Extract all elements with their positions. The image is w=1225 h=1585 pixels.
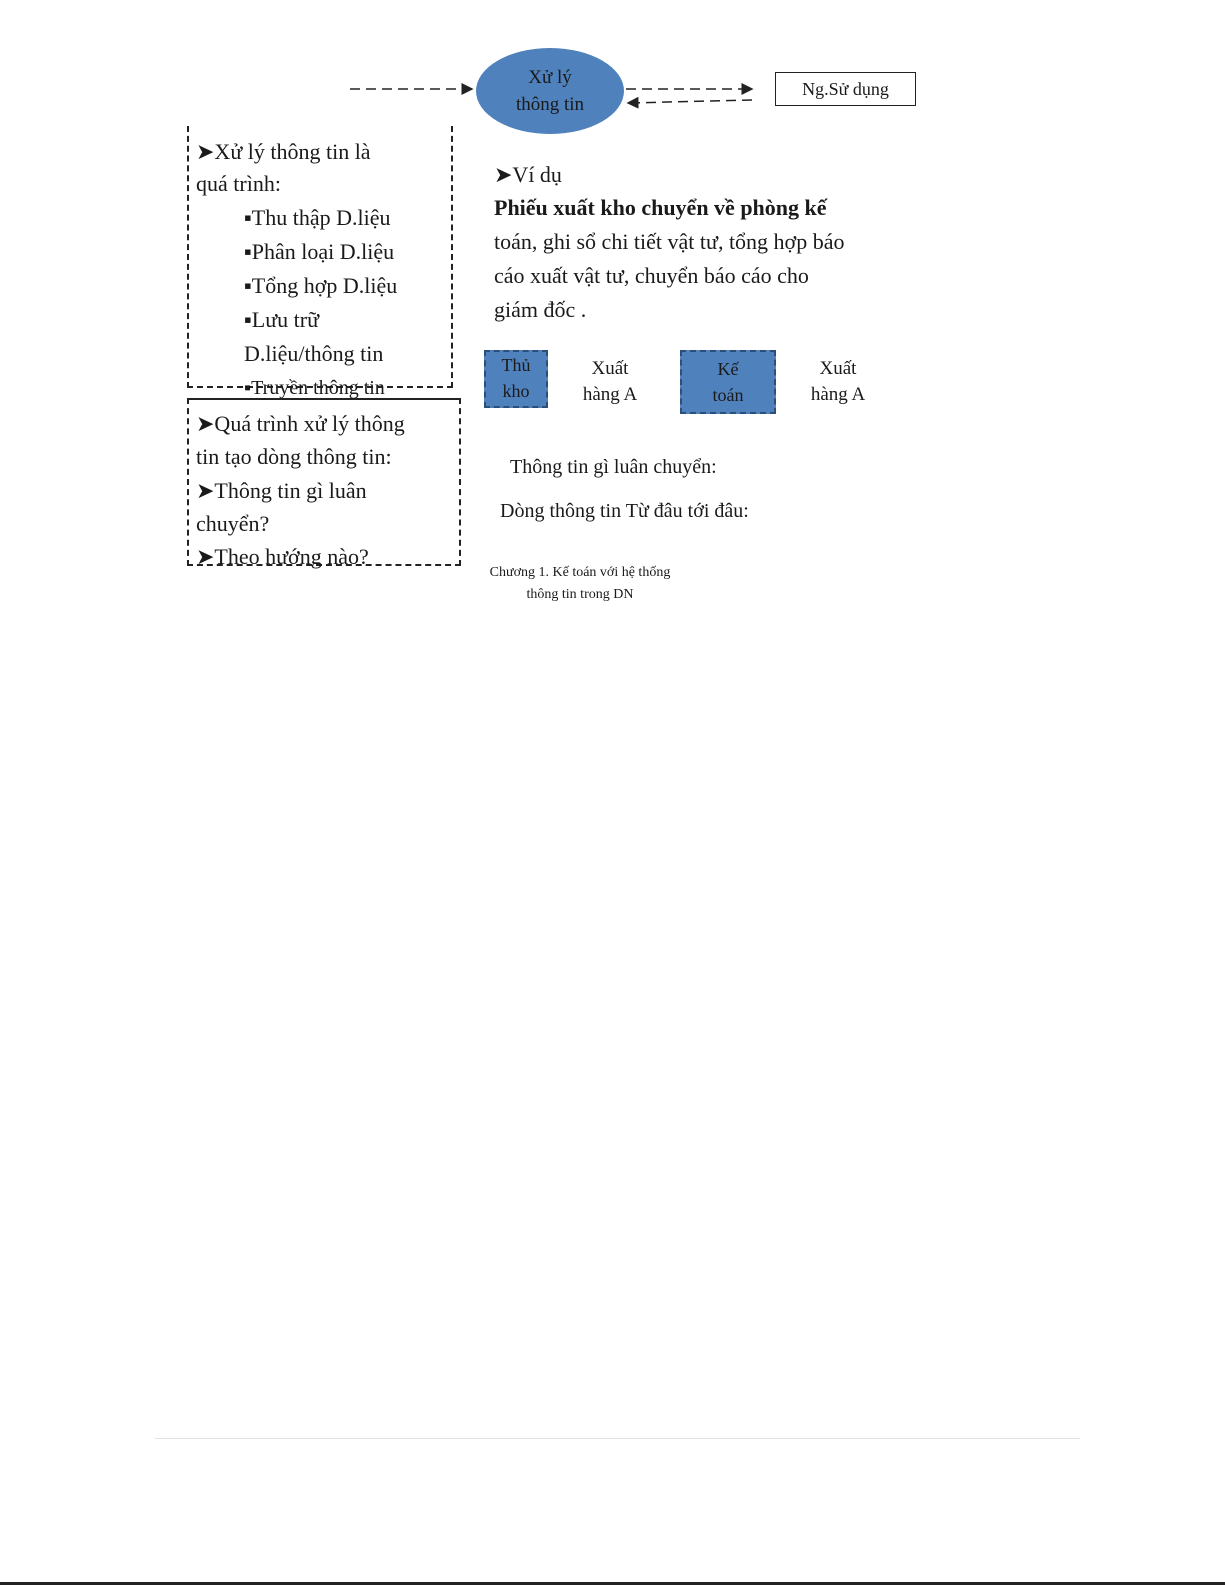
note-line: Thông tin gì luân chuyển: [510,456,717,478]
feedback-arrow [628,100,752,103]
flow-node-warehouse-line2: kho [502,381,530,401]
note-line: Dòng thông tin Từ đâu tới đâu: [500,500,749,522]
example-line: toán, ghi sổ chi tiết vật tư, tổng hợp báo [494,229,845,254]
example-line: Phiếu xuất kho chuyển về phòng kế [494,195,827,220]
flow-node-accounting-line1: Kế [717,359,739,379]
definition-item: ▪Lưu trữ [244,307,320,332]
flow-label-1-line2: hàng A [582,384,638,405]
flow-label-2 [796,356,880,408]
user-node: Ng.Sử dụng [775,72,916,106]
question-line: tin tạo dòng thông tin: [196,444,392,469]
question-line: ➤Theo hướng nào? [196,544,369,569]
flow-node-accounting [680,350,776,414]
definition-item: D.liệu/thông tin [244,341,384,366]
example-line: giám đốc . [494,297,587,322]
definition-item: ▪Thu thập D.liệu [244,205,391,230]
question-line: ➤Thông tin gì luân [196,478,367,503]
question-line: chuyển? [196,511,270,536]
process-node-line1: Xử lý [528,67,572,88]
question-line: ➤Quá trình xử lý thông [196,411,405,436]
flow-label-1 [568,356,652,408]
chapter-caption [430,562,730,606]
example-line: cáo xuất vật tư, chuyển báo cáo cho [494,263,809,288]
flow-label-1-line1: Xuất [591,358,629,379]
definition-item: ▪Tổng hợp D.liệu [244,273,398,298]
flow-node-warehouse [484,350,548,408]
definition-item: ▪Truyền thông tin [244,377,385,399]
process-node-line2: thông tin [515,94,585,115]
process-node [476,48,624,134]
example-heading: ➤Ví dụ [494,162,562,187]
caption-line1: Chương 1. Kế toán với hệ thống [489,565,671,580]
flow-label-2-line1: Xuất [819,358,857,379]
definition-heading-1: ➤Xử lý thông tin là [196,139,371,164]
definition-heading-2: quá trình: [196,171,281,196]
definition-item: ▪Phân loại D.liệu [244,239,395,264]
flow-node-accounting-line2: toán [712,385,744,405]
caption-line2: thông tin trong DN [526,587,634,602]
flow-node-warehouse-line1: Thủ [501,355,531,375]
footer-divider [155,1438,1080,1439]
flow-label-2-line2: hàng A [810,384,866,405]
